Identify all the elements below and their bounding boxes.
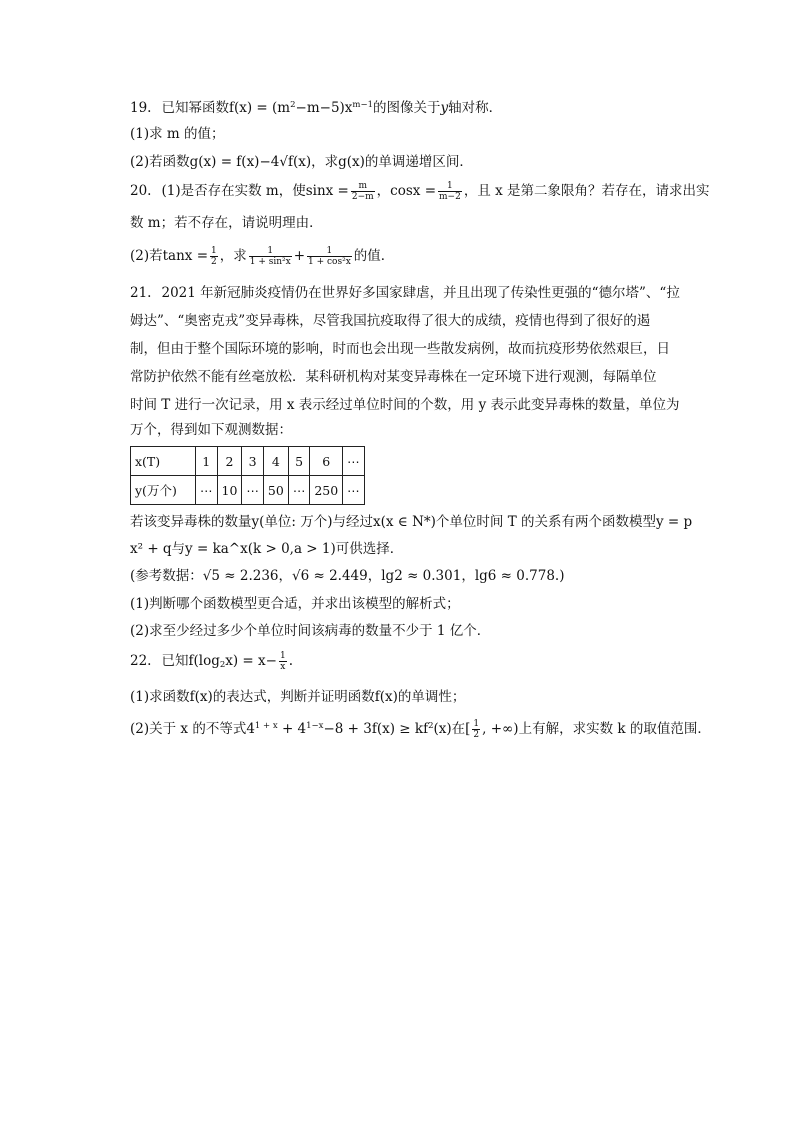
q22-text-d: (x)在[ <box>433 721 471 737</box>
fraction <box>472 719 480 740</box>
q22-text-a: (2)关于 x 的不等式4 <box>130 721 255 737</box>
table-cell: ⋯ <box>242 476 264 505</box>
table-row <box>131 447 365 476</box>
fraction-denominator: 2 <box>211 257 217 267</box>
plus-sign: + <box>293 248 306 264</box>
q19-var: y <box>440 100 449 116</box>
q21-para-line: 常防护依然不能有丝毫放松．某科研机构对某变异毒株在一定环境下进行观测，每隔单位 <box>130 369 657 385</box>
q22-sub: 2 <box>219 660 226 670</box>
q21-part2: (2)求至少经过多少个单位时间该病毒的数量不少于 1 亿个． <box>130 623 491 639</box>
fraction <box>438 181 462 202</box>
table-cell: 5 <box>288 447 310 476</box>
fraction <box>210 246 218 267</box>
q20-text-a: (1)是否存在实数 m，使sinx = <box>161 183 349 199</box>
table-row <box>131 476 365 505</box>
fraction-denominator: 1 + sin²x <box>249 257 291 267</box>
q20-text-c: ，且 x 是第二象限角？若存在，请求出实 <box>463 183 710 199</box>
q22-stem <box>130 651 293 675</box>
q22-sup3: 2 <box>428 721 434 731</box>
q19-text-b: −m−5)x <box>295 100 353 116</box>
q20-text-b: ，cosx = <box>376 183 437 199</box>
table-cell: 6 <box>310 447 343 476</box>
q21-para-line: 2021 年新冠肺炎疫情仍在世界好多国家肆虐，并且出现了传染性更强的“德尔塔”、“拉 <box>161 285 680 301</box>
q21-after2: x² + q与y = ka^x(k > 0,a > 1)可供选择． <box>130 541 404 557</box>
q21-para-line: 制，但由于整个国际环境的影响，时而也会出现一些散发病例，故而抗疫形势依然艰巨，日 <box>130 341 670 357</box>
q22-text-b: + 4 <box>277 721 307 737</box>
table-cell: 250 <box>310 476 343 505</box>
fraction <box>351 181 375 202</box>
q20-line1 <box>130 181 710 202</box>
question-number: 19. <box>130 100 152 116</box>
observation-table <box>130 446 365 505</box>
question-number: 22. <box>130 653 152 669</box>
fraction-numerator: 1 <box>438 181 462 192</box>
q21-para-line: 姆达”、“奥密克戎”变异毒株，尽管我国抗疫取得了很大的成绩，疫情也得到了很好的遏 <box>130 313 651 329</box>
q19-part2: (2)若函数g(x) = f(x)−4√f(x)，求g(x)的单调递增区间． <box>130 154 473 170</box>
table-cell: ⋯ <box>343 447 365 476</box>
fraction <box>279 651 287 672</box>
fraction <box>307 246 352 267</box>
q22-text-c: −8 + 3f(x) ≥ kf <box>323 721 429 737</box>
q20-line2: 数 m；若不存在，请说明理由． <box>130 215 323 231</box>
q19-text-a: 已知幂函数f(x) = (m <box>161 100 291 116</box>
q21-after1: 若该变异毒株的数量y(单位: 万个)与经过x(x ∈ N*)个单位时间 T 的关系有两个函数模型y = p <box>130 514 693 530</box>
q19-text-d: 轴对称． <box>448 100 503 116</box>
table-cell: ⋯ <box>343 476 365 505</box>
q22-text-a: 已知f(log <box>161 653 220 669</box>
q20-line3 <box>130 246 394 267</box>
q21-para-line: 时间 T 进行一次记录，用 x 表示经过单位时间的个数，用 y 表示此变异毒株的数量，单位为 <box>130 397 680 413</box>
q19-sup2: m−1 <box>352 100 374 110</box>
q19-stem <box>130 95 502 118</box>
question-number: 21. <box>130 285 152 301</box>
table-cell: y(万个) <box>131 476 196 505</box>
q22-sup2: 1−x <box>306 721 324 731</box>
q19-text-c: 的图像关于 <box>373 100 441 116</box>
fraction-numerator: m <box>351 181 375 192</box>
fraction-denominator: 2−m <box>351 192 374 202</box>
table-cell: 4 <box>263 447 288 476</box>
q20-text-c: 的值． <box>353 248 395 264</box>
fraction-numerator: 1 <box>249 246 292 257</box>
table-cell: 2 <box>217 447 242 476</box>
q22-text-e: , +∞)上有解，求实数 k 的取值范围． <box>482 721 711 737</box>
fraction-numerator: 1 <box>279 651 286 661</box>
fraction-numerator: 1 <box>211 246 217 256</box>
q21-reference-data: (参考数据：√5 ≈ 2.236，√6 ≈ 2.449，lg2 ≈ 0.301，lg6 ≈ 0.778.) <box>130 568 565 584</box>
table-cell: ⋯ <box>196 476 218 505</box>
q22-part1: (1)求函数f(x)的表达式，判断并证明函数f(x)的单调性； <box>130 689 466 705</box>
q21-part1: (1)判断哪个函数模型更合适，并求出该模型的解析式； <box>130 596 460 612</box>
q19-sup1: 2 <box>290 100 296 110</box>
fraction-denominator: m−2 <box>439 192 461 202</box>
q22-sup1: 1 + x <box>254 721 278 731</box>
table-cell: 50 <box>263 476 288 505</box>
table-cell: 10 <box>217 476 242 505</box>
q21-para-line: 万个，得到如下观测数据： <box>130 422 292 438</box>
table-cell: 3 <box>242 447 264 476</box>
q21-line1 <box>130 283 680 303</box>
q19-part1: (1)求 m 的值； <box>130 126 225 142</box>
q22-text-c: . <box>288 653 293 669</box>
q20-text-a: (2)若tanx = <box>130 248 209 264</box>
q22-text-b: x) = x− <box>225 653 277 669</box>
table-cell: x(T) <box>131 447 196 476</box>
fraction-denominator: x <box>280 662 286 672</box>
table-cell: 1 <box>196 447 218 476</box>
fraction-denominator: 1 + cos²x <box>308 257 351 267</box>
table-cell: ⋯ <box>288 476 310 505</box>
fraction <box>249 246 292 267</box>
fraction-numerator: 1 <box>307 246 352 257</box>
fraction-numerator: 1 <box>473 719 480 729</box>
q22-part2 <box>130 716 711 740</box>
q20-text-b: ，求 <box>219 248 247 264</box>
fraction-denominator: 2 <box>473 730 480 740</box>
question-number: 20. <box>130 183 152 199</box>
